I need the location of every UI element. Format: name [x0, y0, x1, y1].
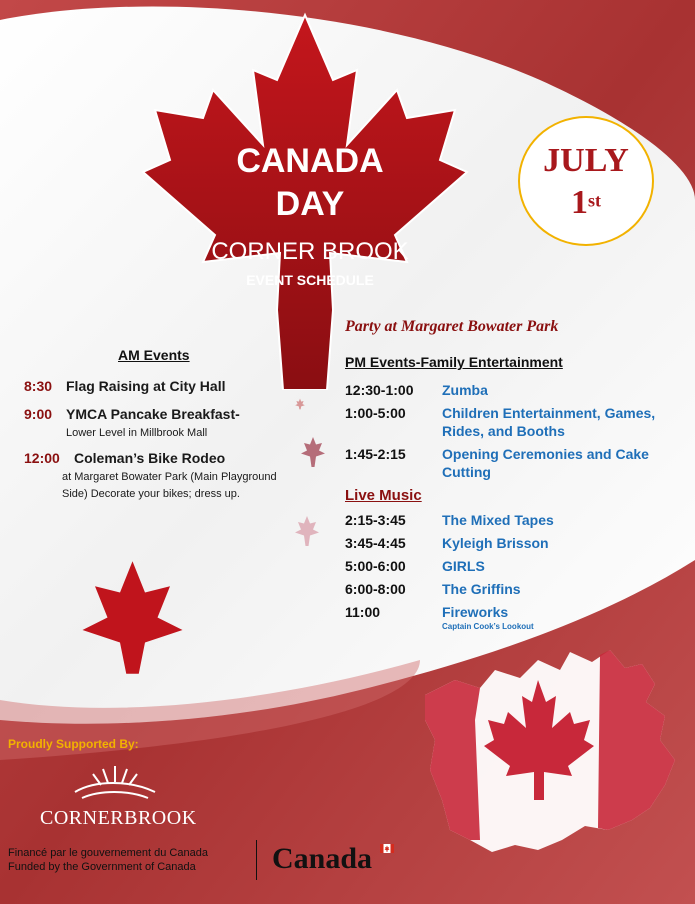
small-leaf-icon	[298, 435, 328, 469]
canada-map-icon	[420, 640, 680, 875]
funded-english: Funded by the Government of Canada	[8, 861, 196, 873]
supported-by-label: Proudly Supported By:	[8, 737, 139, 751]
funded-french: Financé par le gouvernement du Canada	[8, 847, 208, 859]
music-time: 5:00-6:00	[345, 558, 406, 574]
am-heading: AM Events	[118, 347, 190, 363]
music-act: Kyleigh Brisson	[442, 535, 549, 551]
pm-event-name: Opening Ceremonies and Cake Cutting	[442, 446, 649, 480]
title-line2: DAY	[275, 185, 345, 223]
pm-time: 12:30-1:00	[345, 382, 414, 398]
music-time: 3:45-4:45	[345, 535, 406, 551]
am-event-detail: at Margaret Bowater Park (Main Playground Side) Decorate your bikes; dress up.	[62, 471, 277, 500]
music-heading: Live Music	[345, 487, 422, 504]
canada-wordmark: Canada	[272, 842, 373, 875]
pm-event-name: Zumba	[442, 382, 488, 398]
pm-event-name: Children Entertainment, Games, Rides, and Booths	[442, 405, 656, 439]
pm-heading: PM Events-Family Entertainment	[345, 354, 563, 370]
venue-title: Party at Margaret Bowater Park	[345, 318, 559, 335]
music-time: 6:00-8:00	[345, 581, 406, 597]
am-event-detail: Lower Level in Millbrook Mall	[66, 427, 208, 439]
canada-flag-icon	[380, 844, 394, 853]
pm-time: 1:00-5:00	[345, 405, 406, 421]
schedule-subtitle: EVENT SCHEDULE	[246, 272, 374, 288]
music-act: The Griffins	[442, 581, 521, 597]
title-line1: CANADA	[236, 142, 384, 180]
am-time: 8:30	[24, 378, 53, 394]
music-act: Fireworks	[442, 604, 509, 620]
corner-brook-logo: CORNERBROOK	[40, 807, 197, 829]
sun-rays-icon	[70, 762, 160, 802]
music-act: The Mixed Tapes	[442, 512, 554, 528]
glitter-leaf-icon	[70, 555, 195, 680]
am-event-name: Coleman’s Bike Rodeo	[74, 450, 226, 466]
music-time: 11:00	[345, 604, 381, 620]
footer-divider	[256, 840, 257, 880]
small-leaf-icon	[292, 514, 322, 548]
small-leaf-icon	[294, 398, 306, 410]
music-time: 2:15-3:45	[345, 512, 406, 528]
am-time: 9:00	[24, 406, 53, 422]
am-event-name: YMCA Pancake Breakfast-	[66, 406, 240, 422]
fireworks-location: Captain Cook’s Lookout	[442, 622, 534, 631]
pm-time: 1:45-2:15	[345, 446, 406, 462]
am-event-name: Flag Raising at City Hall	[66, 378, 226, 394]
date-month: JULY	[543, 142, 629, 179]
am-time: 12:00	[24, 450, 60, 466]
city-name: CORNER BROOK	[211, 238, 409, 265]
date-suffix: st	[588, 190, 601, 211]
date-badge	[518, 116, 654, 246]
music-act: GIRLS	[442, 558, 485, 574]
date-day: 1	[571, 184, 588, 221]
